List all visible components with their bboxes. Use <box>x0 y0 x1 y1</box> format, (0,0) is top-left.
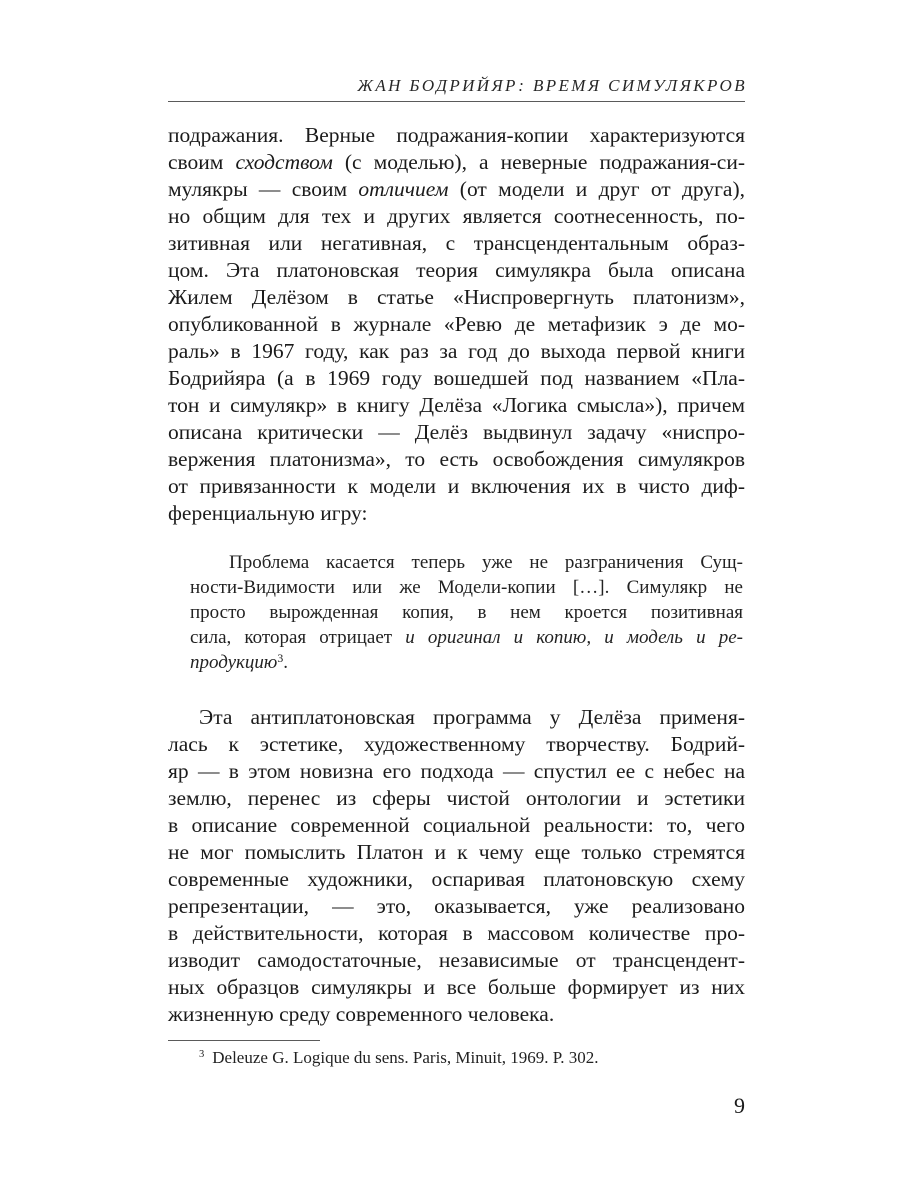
text-run: не мог помыслить Платон и к чему еще только стремятся <box>168 840 745 864</box>
footnote-text: Deleuze G. Logique du sens. Paris, Minuit, 1969. P. 302. <box>212 1048 599 1067</box>
text-run: (от модели и друг от друга), <box>448 177 745 201</box>
text-run: изводит самодостаточные, независимые от трансцендент- <box>168 948 745 972</box>
text-run: Бодрийяра (а в 1969 году вошедшей под названием «Пла- <box>168 366 745 390</box>
text-run: раль» в 1967 году, как раз за год до выхода первой книги <box>168 339 745 363</box>
text-run: . <box>283 652 288 673</box>
paragraph-line <box>168 500 745 527</box>
text-run: просто вырожденная копия, в нем кроется позитивная <box>190 602 743 623</box>
italic-text: сходством <box>235 150 333 174</box>
text-run: лась к эстетике, художественному творчеству. Бодрий- <box>168 732 745 756</box>
text-run: в описание современной социальной реальности: то, чего <box>168 813 745 837</box>
text-run: вержения платонизма», то есть освобождения симулякров <box>168 447 745 471</box>
paragraph-line <box>168 365 745 392</box>
text-run: ференциальную игру: <box>168 501 368 525</box>
text-run: ных образцов симулякры и все больше формирует из них <box>168 975 745 999</box>
paragraph-line <box>168 230 745 257</box>
text-run: зитивная или негативная, с трансцендентальным образ- <box>168 231 745 255</box>
paragraph-line <box>168 731 745 758</box>
paragraph-line <box>168 149 745 176</box>
paragraph-line <box>168 122 745 149</box>
paragraph-line <box>168 785 745 812</box>
page-number: 9 <box>734 1093 745 1118</box>
text-run: землю, перенес из сферы чистой онтологии и эстетики <box>168 786 745 810</box>
text-run: от привязанности к модели и включения их в чисто диф- <box>168 474 745 498</box>
quote-line <box>190 550 743 575</box>
paragraph-line <box>168 284 745 311</box>
quote-line <box>190 600 743 625</box>
paragraph-line <box>168 446 745 473</box>
italic-text: отличием <box>358 177 449 201</box>
italic-text: и оригинал и копию, и модель и ре- <box>405 627 743 648</box>
paragraph-line <box>168 419 745 446</box>
text-run: в действительности, которая в массовом количестве про- <box>168 921 745 945</box>
text-run: жизненную среду современного человека. <box>168 1002 555 1026</box>
quote-line <box>190 625 743 650</box>
paragraph <box>168 704 745 1028</box>
paragraph-line <box>168 176 745 203</box>
footnote <box>199 1047 599 1069</box>
header-rule <box>168 101 745 102</box>
paragraph-line <box>168 392 745 419</box>
italic-text: продукцию <box>190 652 278 673</box>
paragraph-line <box>168 1001 745 1028</box>
running-title: ЖАН БОДРИЙЯР: ВРЕМЯ СИМУЛЯКРОВ <box>357 76 747 95</box>
paragraph-line <box>168 704 745 731</box>
footnote-marker: 3 <box>199 1049 205 1061</box>
text-run: Жилем Делёзом в статье «Ниспровергнуть платонизм», <box>168 285 745 309</box>
paragraph-line <box>168 203 745 230</box>
paragraph-line <box>168 812 745 839</box>
paragraph-line <box>168 257 745 284</box>
text-run: ности-Видимости или же Модели-копии […]. Симулякр не <box>190 577 743 598</box>
paragraph-line <box>168 866 745 893</box>
text-run: подражания. Верные подражания-копии характеризуются <box>168 123 745 147</box>
text-run: но общим для тех и других является соотнесенность, по- <box>168 204 745 228</box>
footnote-reference: 3 <box>277 651 284 665</box>
text-run: тон и симулякр» в книгу Делёза «Логика смысла»), причем <box>168 393 745 417</box>
text-run: сила, которая отрицает <box>190 627 406 648</box>
paragraph-line <box>168 974 745 1001</box>
quote-line <box>190 575 743 600</box>
paragraph-line <box>168 311 745 338</box>
text-run: своим <box>168 150 236 174</box>
paragraph <box>168 122 745 527</box>
text-run: описана критически — Делёз выдвинул задачу «ниспро- <box>168 420 745 444</box>
quote-line <box>190 650 743 675</box>
text-run: (с моделью), а неверные подражания-си- <box>332 150 745 174</box>
text-run: репрезентации, — это, оказывается, уже реализовано <box>168 894 745 918</box>
block-quote <box>190 550 743 675</box>
paragraph-line <box>168 758 745 785</box>
paragraph-line <box>168 338 745 365</box>
text-run: опубликованной в журнале «Ревю де метафизик э де мо- <box>168 312 745 336</box>
paragraph-line <box>168 839 745 866</box>
text-run: мулякры — своим <box>168 177 359 201</box>
paragraph-line <box>168 473 745 500</box>
text-run: цом. Эта платоновская теория симулякра была описана <box>168 258 745 282</box>
paragraph-line <box>168 893 745 920</box>
text-run: яр — в этом новизна его подхода — спустил ее с небес на <box>168 759 745 783</box>
text-run: современные художники, оспаривая платоновскую схему <box>168 867 745 891</box>
text-run: Эта антиплатоновская программа у Делёза применя- <box>199 705 745 729</box>
footnote-separator <box>168 1040 320 1041</box>
paragraph-line <box>168 920 745 947</box>
text-run: Проблема касается теперь уже не разграничения Сущ- <box>229 552 743 573</box>
paragraph-line <box>168 947 745 974</box>
